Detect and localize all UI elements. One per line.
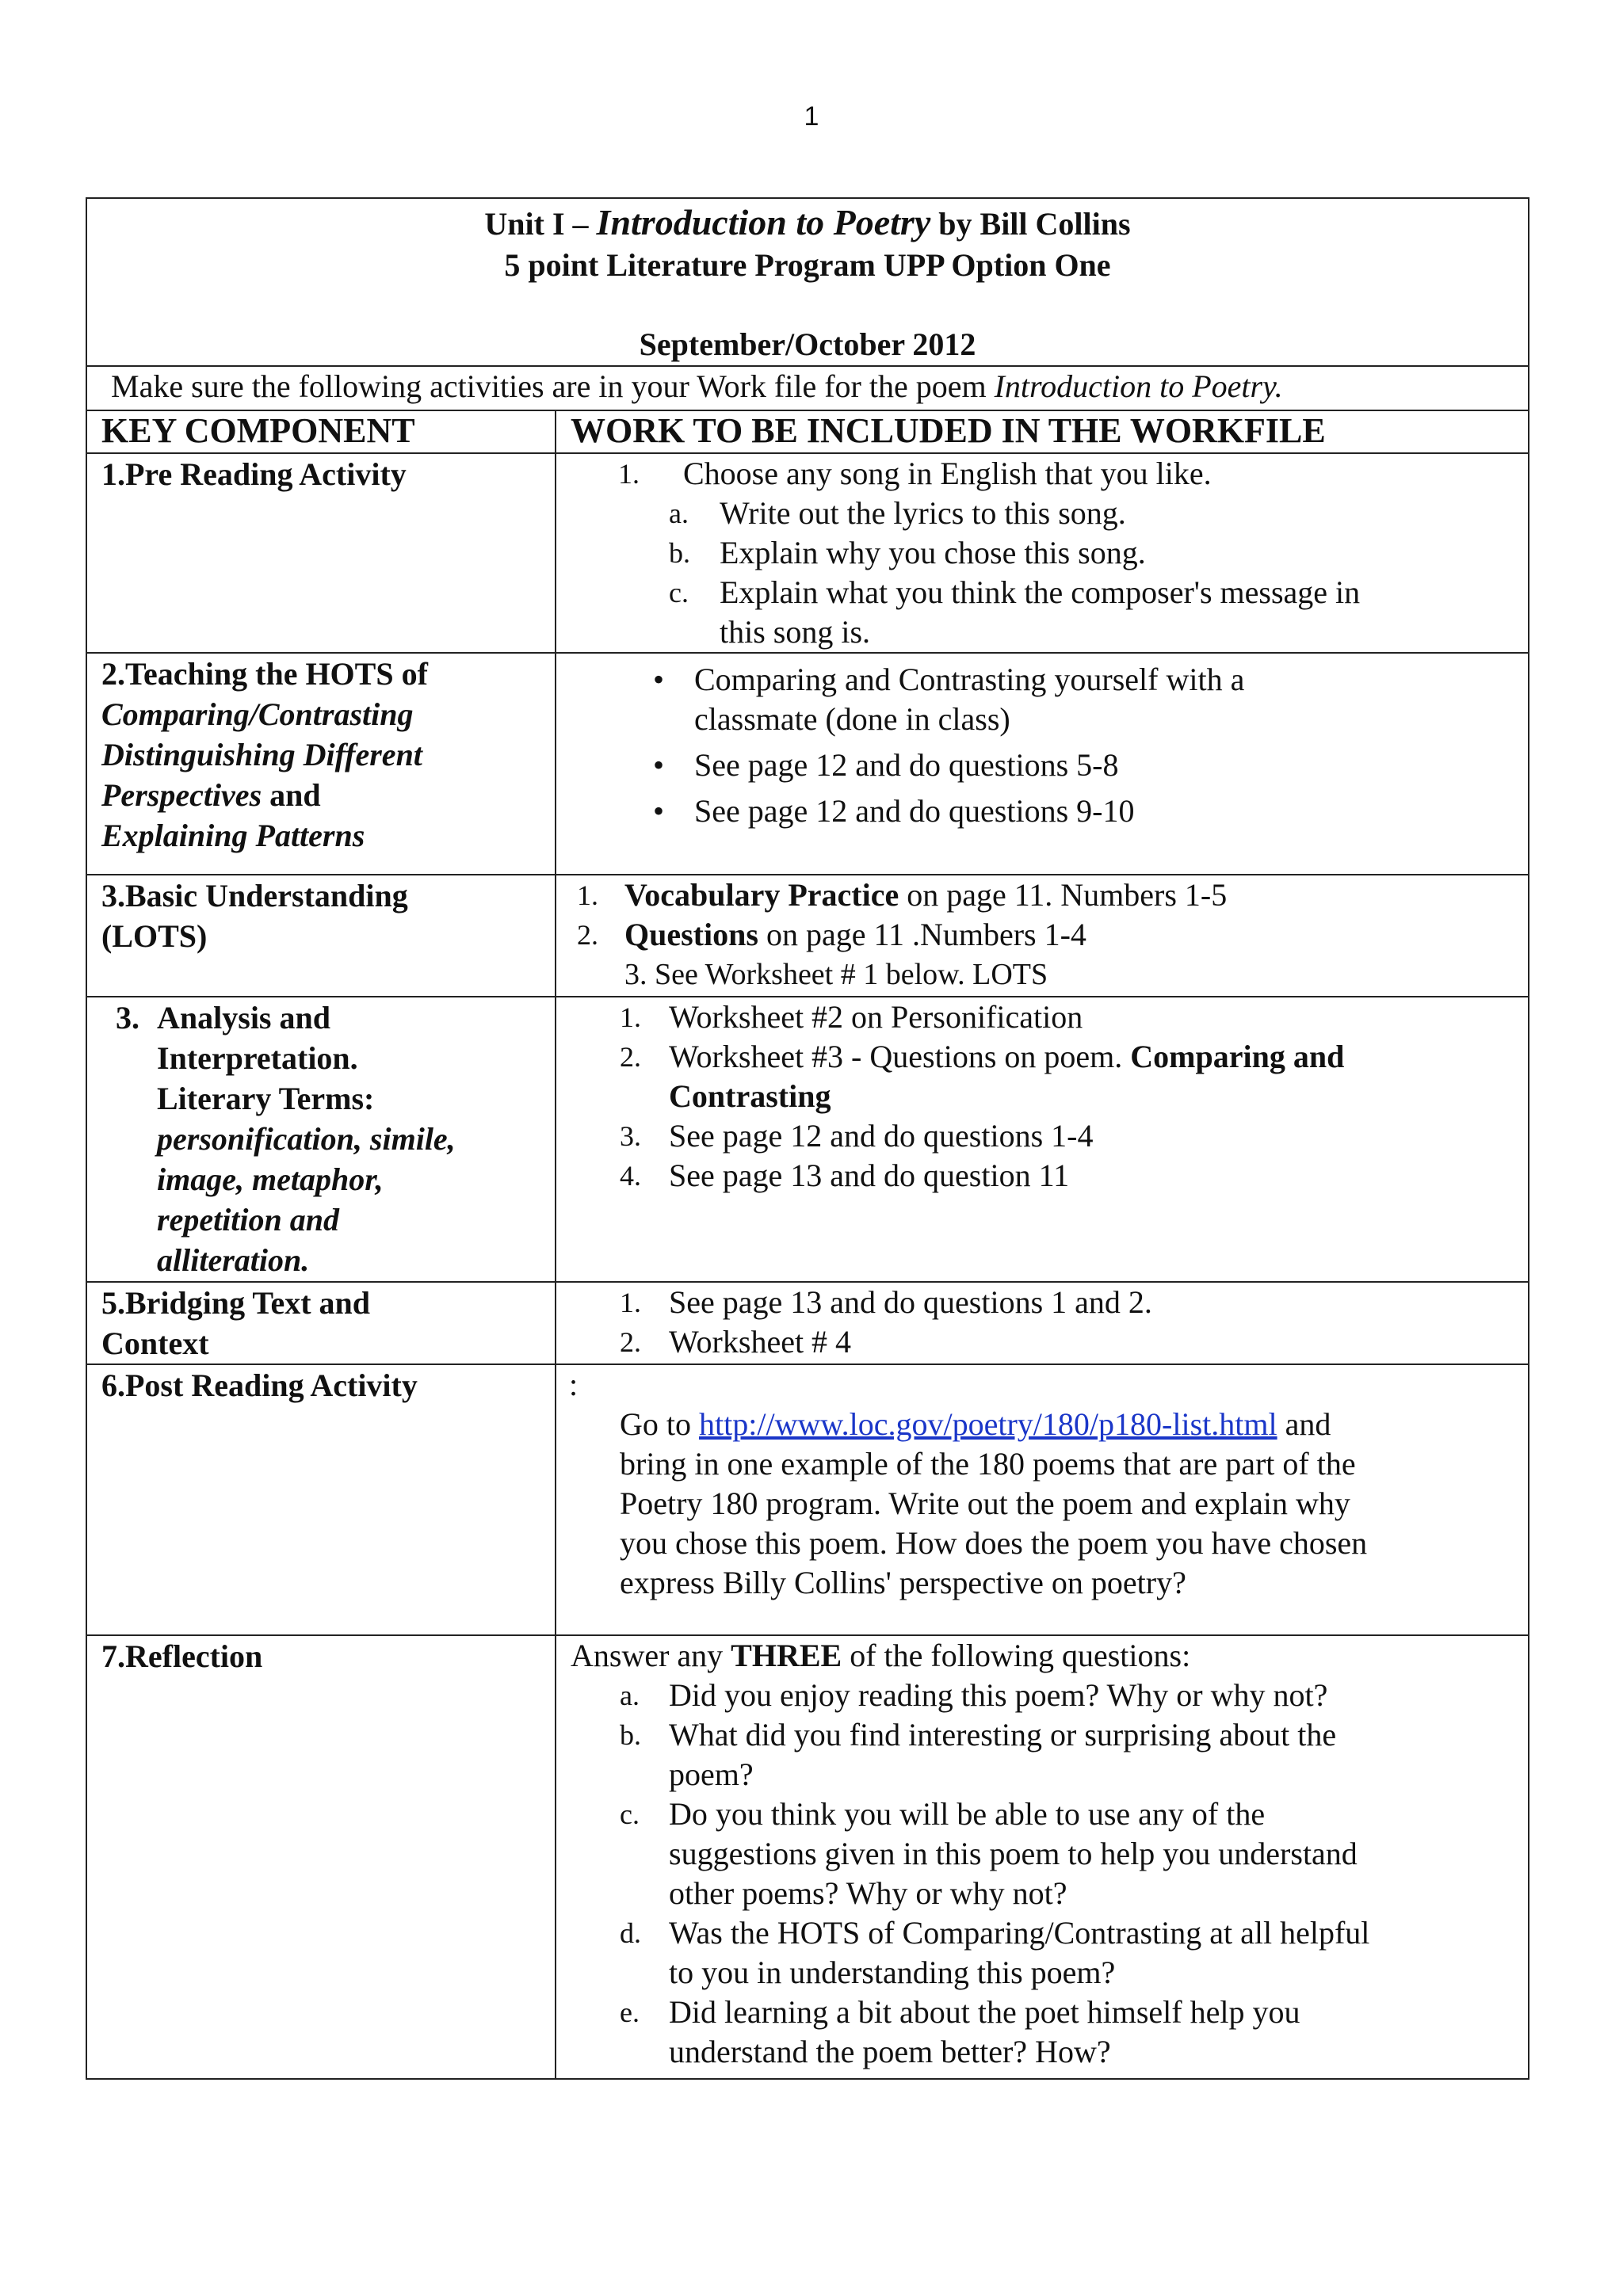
list-letter: b. — [669, 537, 690, 569]
bullet-item — [653, 746, 1528, 785]
list-item: See page 13 and do questions 1 and 2. — [669, 1284, 1152, 1320]
label-line: 2.Teaching the HOTS of — [101, 656, 428, 692]
list-item: Explain what you think the composer's message in — [720, 574, 1361, 610]
list-item: Did learning a bit about the poet himself help you — [669, 1994, 1300, 2030]
text: Answer any — [571, 1638, 724, 1673]
list-number: 2. — [577, 919, 598, 951]
label-line: 3.Basic Understanding — [101, 878, 408, 913]
label-line: Context — [101, 1325, 209, 1361]
list-item: See page 13 and do question 11 — [669, 1158, 1070, 1193]
program-line: 5 point Literature Program UPP Option One — [504, 247, 1111, 283]
label-line: repetition and — [157, 1202, 340, 1238]
unit-label: Unit I – — [484, 206, 589, 242]
column-header-work: WORK TO BE INCLUDED IN THE WORKFILE — [556, 410, 1529, 453]
label-line: personification, simile, — [157, 1121, 456, 1157]
unit-title-line — [87, 199, 1528, 245]
colon: : — [569, 1367, 579, 1402]
list-number: 2. — [620, 1041, 641, 1073]
bullet-text: See page 12 and do questions 5-8 — [694, 747, 1119, 783]
row-label-basic — [86, 875, 556, 997]
list-item: Was the HOTS of Comparing/Contrasting at all helpful — [669, 1915, 1370, 1951]
text: Go to — [620, 1406, 691, 1442]
list-item: Worksheet #3 - Questions on poem. — [669, 1039, 1123, 1074]
list-item: Choose any song in English that you like. — [683, 456, 1212, 491]
label-line: Comparing/Contrasting — [101, 696, 414, 732]
row-label-pre-reading: 1.Pre Reading Activity — [86, 453, 556, 653]
label-line: and — [269, 777, 321, 813]
instruction-text: Make sure the following activities are in your Work file for the poem — [111, 368, 987, 404]
label-line: Perspectives — [101, 777, 262, 813]
poem-title: Introduction to Poetry — [596, 202, 931, 242]
list-number: 2. — [620, 1326, 641, 1358]
label-line: alliteration. — [157, 1242, 310, 1278]
label-line: 5.Bridging Text and — [101, 1285, 371, 1321]
text: of the following questions: — [850, 1638, 1191, 1673]
list-item: on page 11. Numbers 1-5 — [907, 877, 1228, 913]
list-item-continuation: this song is. — [720, 614, 871, 650]
list-item-bold: Vocabulary Practice — [624, 877, 899, 913]
row-work-bridging — [556, 1282, 1529, 1364]
workfile-table — [86, 197, 1529, 2080]
list-item-continuation: suggestions given in this poem to help you understand — [669, 1836, 1358, 1871]
list-number: 1. — [620, 1287, 641, 1318]
list-item: 3. See Worksheet # 1 below. LOTS — [624, 958, 1048, 991]
list-letter: a. — [620, 1680, 640, 1711]
list-item-continuation: to you in understanding this poem? — [669, 1955, 1116, 1990]
row-label-post-reading: 6.Post Reading Activity — [86, 1364, 556, 1635]
list-letter: c. — [669, 577, 689, 608]
label-line: Explaining Patterns — [101, 818, 365, 853]
list-item: Did you enjoy reading this poem? Why or why not? — [669, 1677, 1328, 1713]
list-letter: b. — [620, 1719, 641, 1751]
bullet-text: classmate (done in class) — [694, 701, 1010, 737]
instruction — [86, 366, 1529, 410]
text: you chose this poem. How does the poem you have chosen — [620, 1525, 1368, 1561]
list-number: 1. — [618, 458, 640, 490]
row-label-hots — [86, 653, 556, 875]
row-work-pre-reading — [556, 453, 1529, 653]
list-number: 4. — [620, 1160, 641, 1192]
label-line: Literary Terms: — [157, 1081, 375, 1116]
row-label-bridging — [86, 1282, 556, 1364]
instruction-poem: Introduction to Poetry. — [994, 368, 1283, 404]
list-item: See page 12 and do questions 1-4 — [669, 1118, 1094, 1154]
row-work-basic — [556, 875, 1529, 997]
list-item-continuation: poem? — [669, 1756, 754, 1792]
list-item: What did you find interesting or surprising about the — [669, 1717, 1337, 1753]
list-letter: c. — [620, 1798, 640, 1830]
list-item: Do you think you will be able to use any of the — [669, 1796, 1266, 1832]
bullet-item — [653, 791, 1528, 831]
text-bold: THREE — [731, 1638, 842, 1673]
text: Poetry 180 program. Write out the poem and explain why — [620, 1486, 1350, 1521]
list-item-bold: Contrasting — [669, 1078, 831, 1114]
list-item: Worksheet #2 on Personification — [669, 999, 1083, 1035]
bullet-item — [653, 660, 1528, 739]
list-item: on page 11 .Numbers 1-4 — [766, 917, 1086, 952]
label-line: image, metaphor, — [157, 1161, 384, 1197]
list-letter: e. — [620, 1997, 640, 2028]
row-work-post-reading — [556, 1364, 1529, 1635]
row-label-reflection: 7.Reflection — [86, 1635, 556, 2079]
list-item-bold: Comparing and — [1130, 1039, 1345, 1074]
unit-header — [86, 198, 1529, 366]
text: and — [1285, 1406, 1331, 1442]
list-number: 3. — [620, 1120, 641, 1152]
page-number: 1 — [804, 101, 819, 132]
row-label-analysis — [86, 997, 556, 1282]
list-item: Worksheet # 4 — [669, 1324, 852, 1360]
text: express Billy Collins' perspective on poetry? — [620, 1565, 1186, 1600]
text: bring in one example of the 180 poems that are part of the — [620, 1446, 1356, 1482]
list-item-continuation: other poems? Why or why not? — [669, 1875, 1067, 1911]
label-line: Analysis and — [157, 1000, 330, 1035]
row-work-hots — [556, 653, 1529, 875]
row-work-reflection — [556, 1635, 1529, 2079]
column-header-key: KEY COMPONENT — [86, 410, 556, 453]
list-number: 3. — [116, 1000, 139, 1035]
list-item: Explain why you chose this song. — [720, 535, 1146, 570]
bullet-text: See page 12 and do questions 9-10 — [694, 793, 1135, 829]
list-item-bold: Questions — [624, 917, 758, 952]
label-line: (LOTS) — [101, 918, 208, 954]
label-line: Distinguishing Different — [101, 737, 422, 772]
list-number: 1. — [620, 1001, 641, 1033]
label-line: Interpretation. — [157, 1040, 358, 1076]
list-letter: d. — [620, 1917, 641, 1949]
list-item: Write out the lyrics to this song. — [720, 495, 1126, 531]
list-number: 1. — [577, 879, 598, 911]
date-line: September/October 2012 — [639, 326, 976, 362]
list-letter: a. — [669, 498, 689, 529]
bullet-text: Comparing and Contrasting yourself with a — [694, 662, 1245, 697]
poetry-180-link[interactable]: http://www.loc.gov/poetry/180/p180-list.html — [699, 1406, 1277, 1442]
list-item-continuation: understand the poem better? How? — [669, 2034, 1111, 2069]
poem-author: by Bill Collins — [938, 206, 1131, 242]
row-work-analysis — [556, 997, 1529, 1282]
